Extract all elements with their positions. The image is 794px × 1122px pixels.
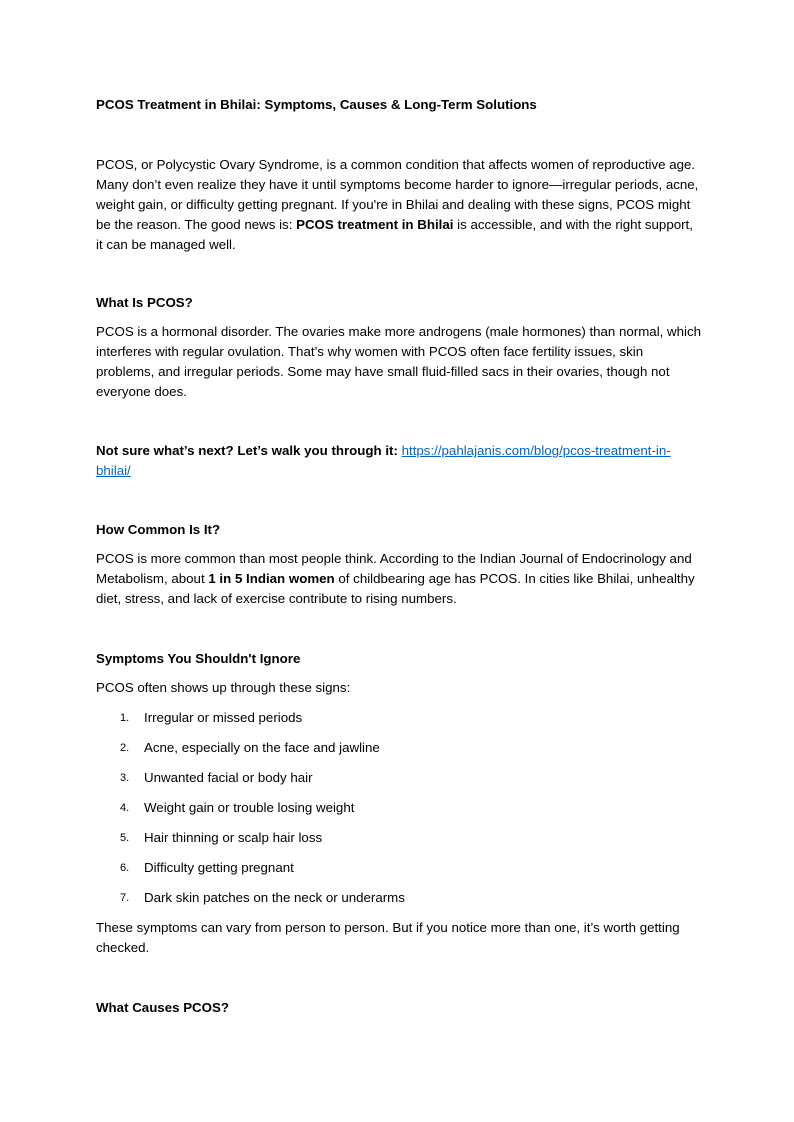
intro-text-2: is accessible, and with the right support, it can be managed well. bbox=[96, 217, 693, 252]
cta-paragraph bbox=[96, 441, 702, 481]
list-item-number: 1. bbox=[120, 712, 130, 724]
list-item-number: 5. bbox=[120, 832, 130, 844]
intro-bold-text: PCOS treatment in Bhilai bbox=[296, 217, 454, 232]
list-item-number: 6. bbox=[120, 862, 130, 874]
list-item-text: Irregular or missed periods bbox=[144, 710, 303, 725]
list-item-text: Difficulty getting pregnant bbox=[144, 860, 294, 875]
list-item bbox=[96, 798, 702, 828]
symptoms-lead: PCOS often shows up through these signs: bbox=[96, 680, 351, 695]
symptoms-heading: Symptoms You Shouldn't Ignore bbox=[96, 651, 301, 666]
what-is-paragraph: PCOS is a hormonal disorder. The ovaries make more androgens (male hormones) than normal, which interferes with regular ovulation. That’s why women with PCOS often face fertility issues, skin problems, and irregular periods. Some may have small fluid-filled sacs in their ovaries, though not everyone does. bbox=[96, 324, 702, 399]
list-item bbox=[96, 738, 702, 768]
how-common-bold-text: 1 in 5 Indian women bbox=[208, 571, 335, 586]
cta-bold-text: Not sure what’s next? Let’s walk you through it: bbox=[96, 443, 398, 458]
list-item bbox=[96, 828, 702, 858]
list-item-number: 2. bbox=[120, 742, 130, 754]
symptoms-list bbox=[96, 708, 702, 918]
list-item-number: 7. bbox=[120, 892, 130, 904]
causes-heading: What Causes PCOS? bbox=[96, 1000, 229, 1015]
list-item bbox=[96, 888, 702, 918]
list-item-text: Hair thinning or scalp hair loss bbox=[144, 830, 323, 845]
symptoms-closing: These symptoms can vary from person to person. But if you notice more than one, it’s worth getting checked. bbox=[96, 920, 680, 955]
how-common-heading: How Common Is It? bbox=[96, 522, 221, 537]
list-item-text: Weight gain or trouble losing weight bbox=[144, 800, 355, 815]
list-item bbox=[96, 708, 702, 738]
what-is-heading: What Is PCOS? bbox=[96, 295, 193, 310]
list-item-text: Dark skin patches on the neck or underarms bbox=[144, 890, 405, 905]
page-title: PCOS Treatment in Bhilai: Symptoms, Causes & Long-Term Solutions bbox=[96, 97, 537, 112]
how-common-text-2: of childbearing age has PCOS. In cities like Bhilai, unhealthy diet, stress, and lack of exercise contribute to rising numbers. bbox=[96, 571, 695, 606]
list-item-text: Acne, especially on the face and jawline bbox=[144, 740, 380, 755]
list-item-text: Unwanted facial or body hair bbox=[144, 770, 313, 785]
blog-link[interactable]: https://pahlajanis.com/blog/pcos-treatment-in-bhilai/ bbox=[96, 443, 671, 478]
how-common-text-1: PCOS is more common than most people think. According to the Indian Journal of Endocrinology and Metabolism, about bbox=[96, 551, 692, 586]
how-common-paragraph bbox=[96, 549, 702, 609]
list-item bbox=[96, 768, 702, 798]
list-item-number: 3. bbox=[120, 772, 130, 784]
intro-text-1: PCOS, or Polycystic Ovary Syndrome, is a common condition that affects women of reproductive age. Many don’t even realize they have it until symptoms become harder to ignore—irregular periods, acne, weight gain, or difficulty getting pregnant. If you're in Bhilai and dealing with these signs, PCOS might be the reason. The good news is: bbox=[96, 157, 699, 232]
intro-paragraph bbox=[96, 155, 702, 255]
list-item-number: 4. bbox=[120, 802, 130, 814]
list-item bbox=[96, 858, 702, 888]
